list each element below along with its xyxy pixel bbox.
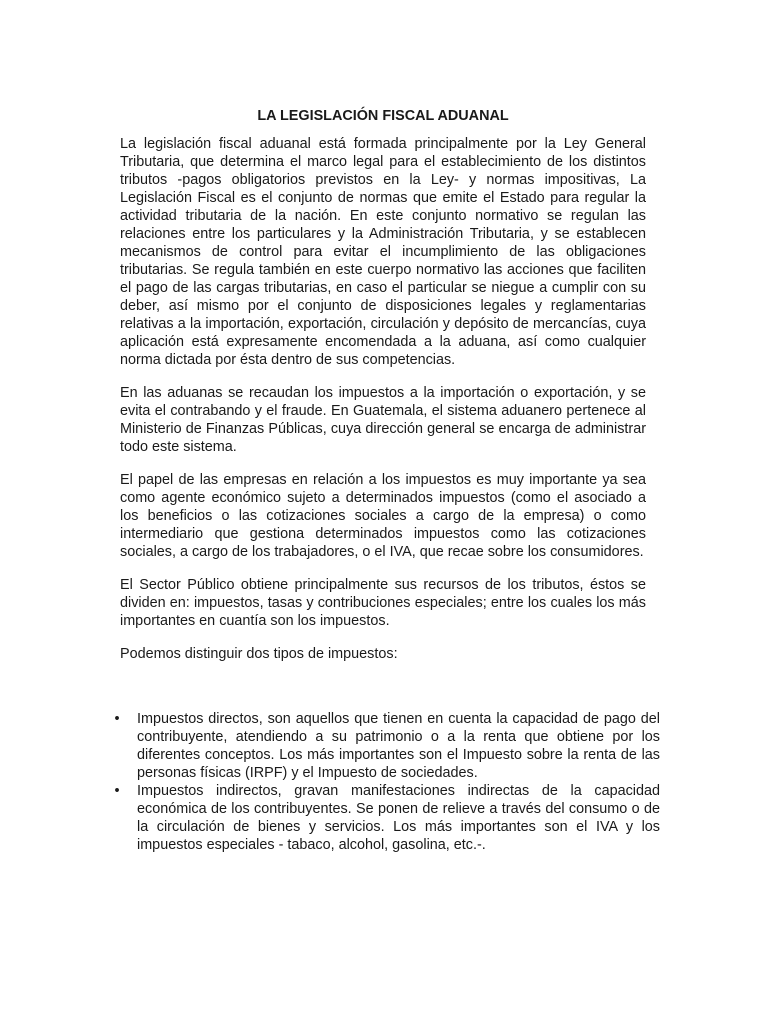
bullet-icon: • (114, 711, 120, 727)
list-item-text: Impuestos indirectos, gravan manifestaciones indirectas de la capacidad económica de los contribuyentes. Se ponen de relieve a través del consumo o de la circulación de bienes y servicios. Los más importantes son el IVA y los impuestos especiales - tabaco, alcohol, gasolina, etc.-. (137, 783, 660, 853)
paragraph-tax-types-intro: Podemos distinguir dos tipos de impuestos: (120, 646, 398, 662)
document-body (120, 135, 646, 678)
bullet-icon: • (114, 783, 120, 799)
list-item-text: Impuestos directos, son aquellos que tienen en cuenta la capacidad de pago del contribuyente, atendiendo a su patrimonio o a la renta que obtiene por los diferentes conceptos. Los más importantes son el Impuesto sobre la renta de las personas físicas (IRPF) y el Impuesto de sociedades. (137, 711, 660, 781)
list-item-indirect-taxes (112, 782, 660, 854)
document-title: LA LEGISLACIÓN FISCAL ADUANAL (257, 108, 509, 124)
tax-types-list (112, 710, 660, 854)
paragraph-legislation: La legislación fiscal aduanal está formada principalmente por la Ley General Tributaria, que determina el marco legal para el establecimiento de los distintos tributos -pagos obligatorios previstos en la Ley- y normas impositivas, La Legislación Fiscal es el conjunto de normas que emite el Estado para regular la actividad tributaria de la nación. En este conjunto normativo se regulan las relaciones entre los particulares y la Administración Tributaria, y se establecen mecanismos de control para evitar el incumplimiento de las obligaciones tributarias. Se regula también en este cuerpo normativo las acciones que faciliten el pago de las cargas tributarias, en caso el particular se niegue a cumplir con su deber, así mismo por el conjunto de disposiciones legales y reglamentarias relativas a la importación, exportación, circulación y depósito de mercancías, cuya aplicación está expresamente encomendada a la aduana, así como cualquier norma dictada por ésta dentro de sus competencias. (120, 136, 646, 368)
paragraph-companies: El papel de las empresas en relación a los impuestos es muy importante ya sea como agente económico sujeto a determinados impuestos (como el asociado a los beneficios o las cotizaciones sociales a cargo de la empresa) o como intermediario que gestiona determinados impuestos como las cotizaciones sociales, a cargo de los trabajadores, o el IVA, que recae sobre los consumidores. (120, 472, 646, 560)
list-item-direct-taxes (112, 710, 660, 782)
paragraph-public-sector: El Sector Público obtiene principalmente sus recursos de los tributos, éstos se dividen en: impuestos, tasas y contribuciones especiales; entre los cuales los más importantes en cuantía son los impuestos. (120, 577, 646, 629)
paragraph-customs: En las aduanas se recaudan los impuestos a la importación o exportación, y se evita el contrabando y el fraude. En Guatemala, el sistema aduanero pertenece al Ministerio de Finanzas Públicas, cuya dirección general se encarga de administrar todo este sistema. (120, 385, 646, 455)
